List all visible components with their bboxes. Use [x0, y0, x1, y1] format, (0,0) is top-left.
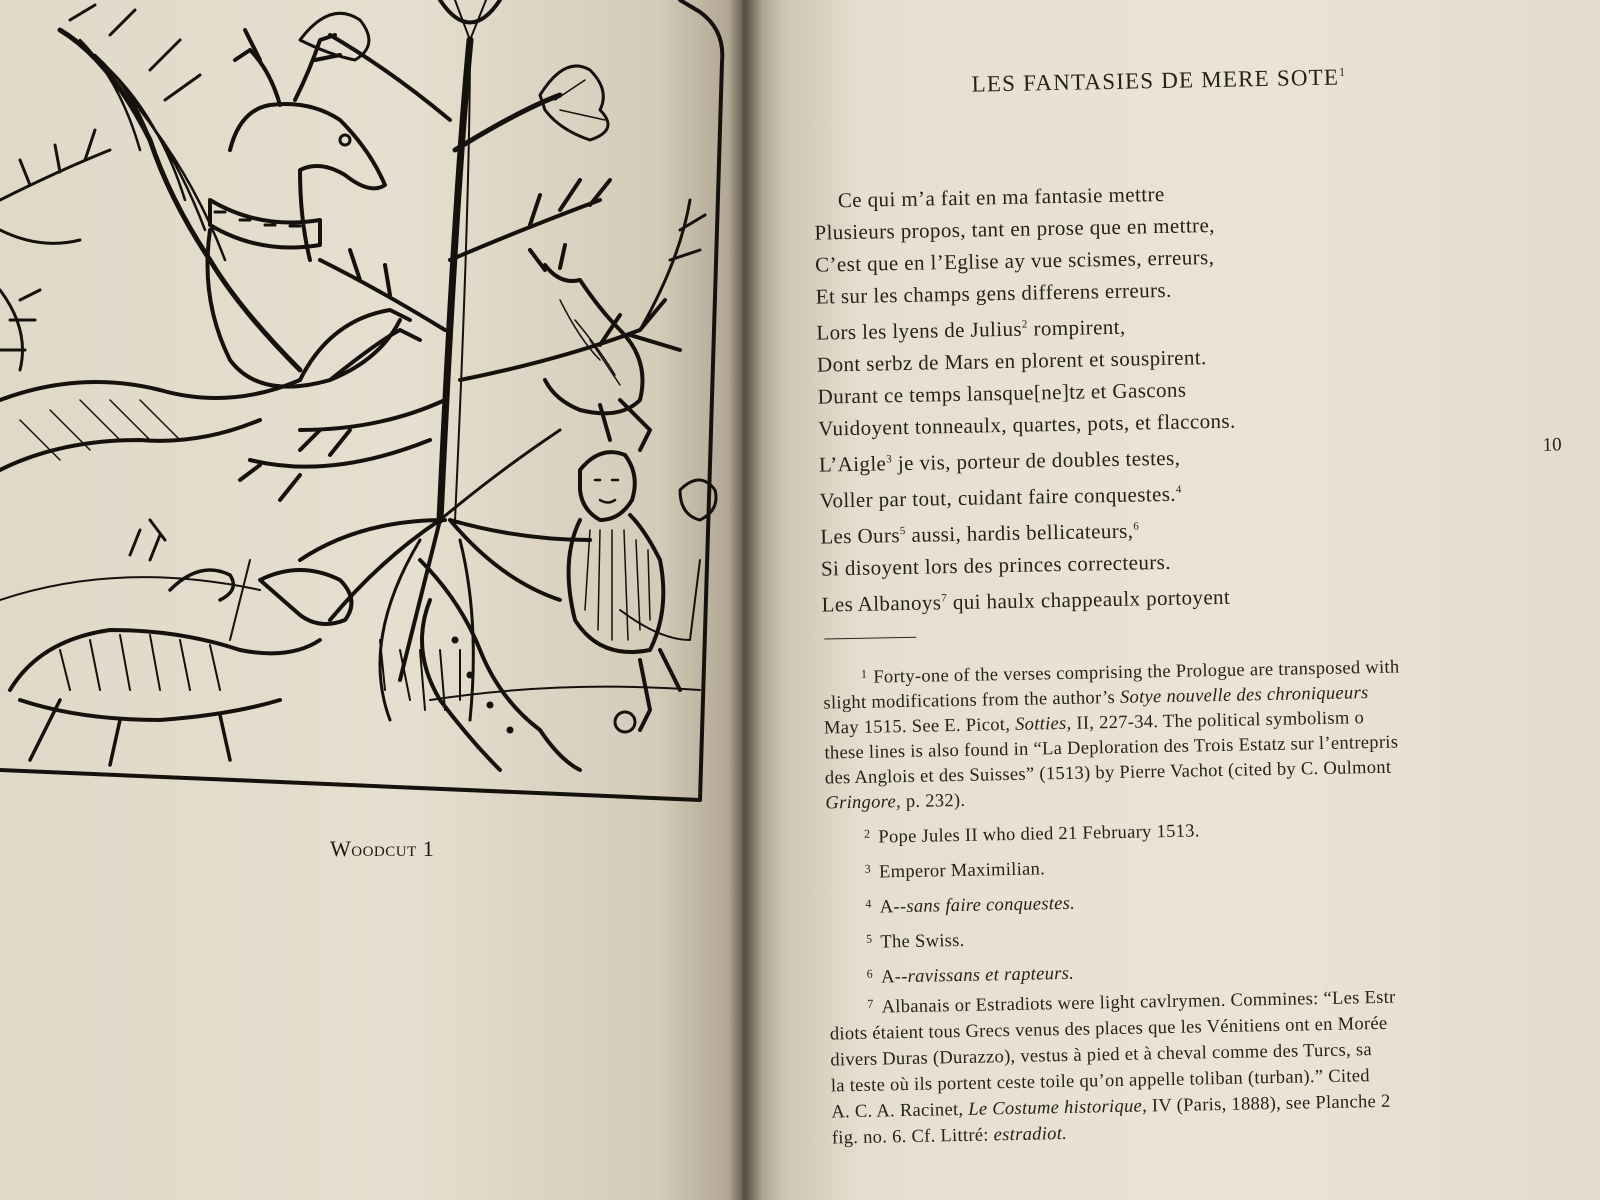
verse-line: Dont serbz de Mars en plorent et souspirent. — [816, 345, 1207, 377]
right-page — [742, 0, 1600, 1200]
verse-line: Si disoyent lors des princes correcteurs. — [820, 549, 1172, 581]
verse-line: Durant ce temps lansque[ne]tz et Gascons — [817, 377, 1187, 409]
title-text: LES FANTASIES DE MERE SOTE — [971, 64, 1340, 97]
left-page — [0, 0, 748, 1200]
poem — [814, 177, 1240, 621]
verse-line: Et sur les champs gens differens erreurs. — [815, 277, 1172, 309]
footnotes — [823, 647, 1600, 1151]
footnote-ref: 4 — [1175, 483, 1182, 496]
footnote-5: $^5$ The Swiss. — [865, 930, 965, 953]
footnote-2: $^2$ Pope Jules II who died 21 February 1513. — [863, 821, 1200, 848]
verse-line: L’Aigle$^3$ je vis, porteur de doubles testes, — [818, 445, 1181, 477]
footnote-4: $^4$ A--sans faire conquestes. — [865, 893, 1076, 918]
footnote-1: $^1$ Forty-one of the verses comprising the Prologue are transposed with slight modifications from the author’s Sotye nouvelle des chroniqueurs May 1515. See E. Picot, Sotties, II, 227-34. The political symbolism o these lines is also found in “La Deploration des Trois Estatz sur l’entrepris des Anglois et des Suisses” (1513) by Pierre Vachot (cited by C. Oulmont Gringore, p. 232). — [823, 657, 1400, 814]
line-number: 10 — [1542, 434, 1562, 456]
footnote-ref: 7 — [941, 592, 948, 605]
title-footnote-ref: 1 — [1338, 64, 1347, 79]
woodcut-caption: Woodcut 1 — [330, 836, 435, 861]
footnote-ref: 5 — [899, 524, 906, 538]
page-text — [742, 0, 1600, 1200]
footnote-ref: 2 — [1021, 318, 1028, 331]
footnote-ref: 3 — [886, 453, 893, 466]
woodcut-illustration — [0, 0, 748, 820]
footnote-7: $^7$ Albanais or Estradiots were light cavlrymen. Commines: “Les Estr diots étaient tous Grecs venus des places que les Vénitiens ont en Morée divers Duras (Durazzo), vestus à pied et à cheval comme des Turcs, sa la teste où ils portent ceste toile qu’on appelle toliban (turban).” Cited A. C. A. Racinet, Le Costume historique, IV (Paris, 1888), see Planche 2 fig. no. 6. Cf. Littré: estradiot. — [829, 987, 1396, 1149]
verse-line: Les Ours$^5$ aussi, hardis bellicateurs,$^6$ — [820, 518, 1140, 549]
verse-line: Plusieurs propos, tant en prose que en mettre, — [814, 212, 1216, 245]
footnote-6: $^6$ A--ravissans et rapteurs. — [866, 963, 1075, 988]
verse-line: Voller par tout, cuidant faire conquestes.$^4$ — [819, 481, 1182, 513]
footnote-rule — [824, 637, 916, 640]
book-gutter — [728, 0, 762, 1200]
verse-line: Vuidoyent tonneaulx, quartes, pots, et flaccons. — [818, 408, 1236, 441]
verse-line: Ce qui m’a fait en ma fantasie mettre — [837, 181, 1165, 213]
footnote-ref: 6 — [1133, 520, 1140, 533]
verse-line: Les Albanoys$^7$ qui haulx chappeaulx portoyent — [821, 584, 1231, 617]
footnote-3: $^3$ Emperor Maximilian. — [864, 859, 1046, 883]
verse-line: C’est que en l’Eglise ay vue scismes, erreurs, — [814, 244, 1215, 277]
page-title — [971, 64, 1346, 97]
verse-line: Lors les lyens de Julius$^2$ rompirent, — [816, 314, 1126, 345]
